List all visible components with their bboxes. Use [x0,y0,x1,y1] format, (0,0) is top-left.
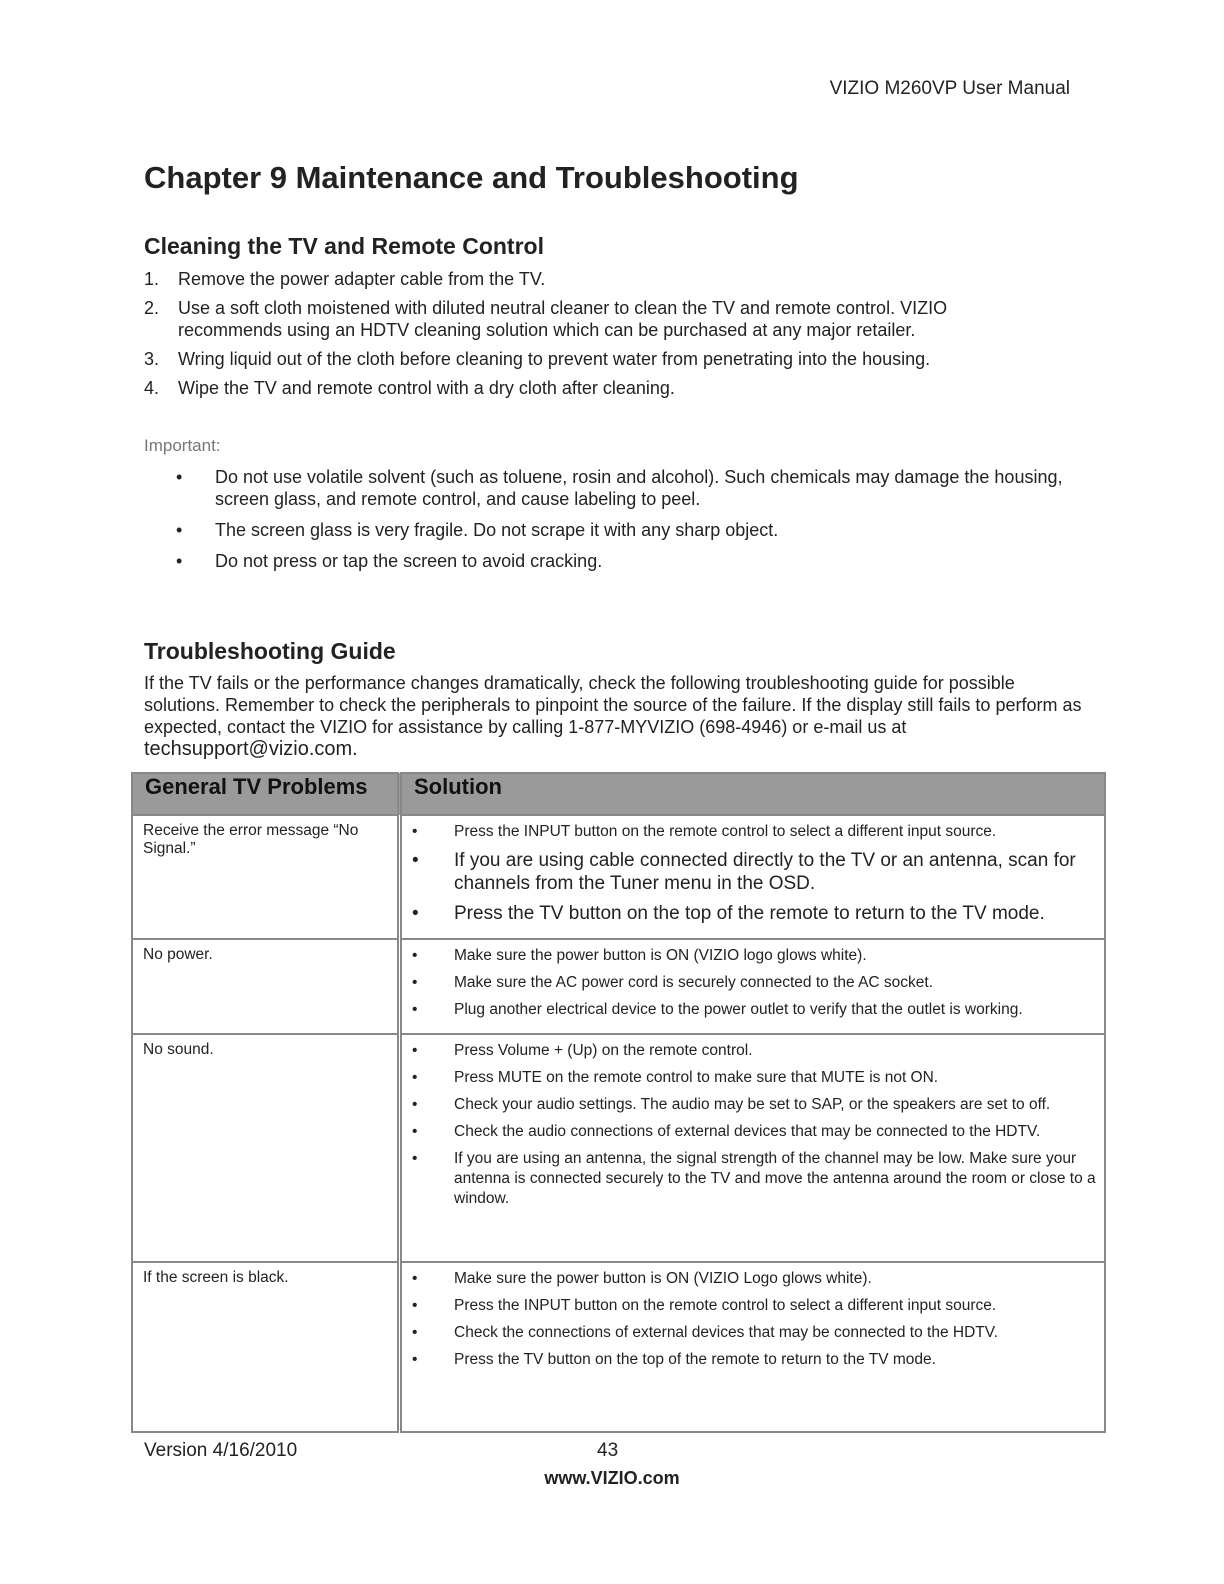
solution-text: Make sure the power button is ON (VIZIO Logo glows white). [454,1270,872,1287]
bullet-icon: • [412,850,419,871]
bullet-icon: • [412,1123,418,1140]
solution-item [410,946,1096,966]
important-text: Do not press or tap the screen to avoid cracking. [215,551,603,571]
problem-cell: Receive the error message “No Signal.” [132,815,400,939]
cleaning-step [144,268,1044,290]
solution-text: Press the INPUT button on the remote control to select a different input source. [454,823,997,840]
solution-cell [400,939,1106,1034]
troubleshooting-intro [144,672,1084,760]
solution-cell [400,1262,1106,1432]
table-row [132,1262,1105,1432]
solution-list [410,946,1096,1020]
step-number: 1. [144,269,160,289]
important-item [176,466,1076,510]
bullet-icon: • [412,1096,418,1113]
cleaning-step [144,377,1044,399]
solution-item [410,1269,1096,1289]
step-number: 3. [144,349,160,369]
solution-header: Solution [400,773,1106,815]
important-label: Important: [144,436,221,455]
bullet-icon: • [412,947,418,964]
solution-text: Make sure the power button is ON (VIZIO logo glows white). [454,947,867,964]
solution-item [410,973,1096,993]
solution-item [410,1149,1096,1209]
solution-text: Make sure the AC power cord is securely connected to the AC socket. [454,974,934,991]
bullet-icon: • [412,903,419,924]
solution-item [410,1122,1096,1142]
important-list [176,466,1076,581]
bullet-icon: • [412,1270,418,1287]
running-header: VIZIO M260VP User Manual [829,78,1070,99]
bullet-icon: • [412,1324,418,1341]
problem-cell: If the screen is black. [132,1262,400,1432]
solution-text: Plug another electrical device to the power outlet to verify that the outlet is working. [454,1001,1023,1018]
solution-item [410,1296,1096,1316]
bullet-icon: • [176,520,183,540]
important-item [176,519,1076,541]
step-number: 2. [144,298,160,318]
solution-list [410,1041,1096,1209]
table-row [132,815,1105,939]
solution-item [410,1095,1096,1115]
website-link[interactable]: www.VIZIO.com [544,1468,680,1488]
solution-text: Check your audio settings. The audio may be set to SAP, or the speakers are set to off. [454,1096,1051,1113]
solution-list [410,1269,1096,1370]
solution-item [410,1350,1096,1370]
solution-text: Press Volume + (Up) on the remote control. [454,1042,753,1059]
troubleshooting-table [131,772,1106,1433]
solution-item [410,1000,1096,1020]
troubleshooting-heading: Troubleshooting Guide [144,638,396,664]
table-row [132,939,1105,1034]
bullet-icon: • [176,551,183,571]
solution-text: Press the TV button on the top of the remote to return to the TV mode. [454,903,1045,924]
solution-item [410,1323,1096,1343]
support-email-link[interactable]: techsupport@vizio.com. [144,738,358,760]
step-text: Wipe the TV and remote control with a dry cloth after cleaning. [178,378,675,398]
problem-cell: No sound. [132,1034,400,1262]
bullet-icon: • [176,467,183,487]
bullet-icon: • [412,1351,418,1368]
cleaning-heading: Cleaning the TV and Remote Control [144,233,544,259]
problems-header: General TV Problems [132,773,400,815]
table-row [132,1034,1105,1262]
solution-cell [400,815,1106,939]
cleaning-step [144,297,1044,341]
solution-item [410,1041,1096,1061]
bullet-icon: • [412,974,418,991]
solution-text: If you are using cable connected directly to the TV or an antenna, scan for channels from the Tuner menu in the OSD. [454,850,1076,894]
solution-cell [400,1034,1106,1262]
bullet-icon: • [412,1042,418,1059]
problem-cell: No power. [132,939,400,1034]
solution-text: Check the connections of external devices that may be connected to the HDTV. [454,1324,998,1341]
solution-list [410,822,1096,925]
solution-text: Press the TV button on the top of the remote to return to the TV mode. [454,1351,936,1368]
solution-item [410,902,1096,925]
solution-text: Press MUTE on the remote control to make sure that MUTE is not ON. [454,1069,939,1086]
page-number: 43 [597,1440,619,1461]
intro-text: If the TV fails or the performance changes dramatically, check the following troubleshooting guide for possible solutions. Remember to check the peripherals to pinpoint the source of the failure. If the display still fails to perform as expected, contact the VIZIO for assistance by calling 1-877-MYVIZIO (698-4946) or e-mail us at [144,673,1082,737]
solution-text: Press the INPUT button on the remote control to select a different input source. [454,1297,997,1314]
important-text: Do not use volatile solvent (such as toluene, rosin and alcohol). Such chemicals may damage the housing, screen glass, and remote control, and cause labeling to peel. [215,467,1063,509]
bullet-icon: • [412,1297,418,1314]
step-text: Wring liquid out of the cloth before cleaning to prevent water from penetrating into the housing. [178,349,931,369]
chapter-title: Chapter 9 Maintenance and Troubleshooting [144,160,799,195]
bullet-icon: • [412,1069,418,1086]
cleaning-steps [144,268,1044,406]
solution-item [410,822,1096,842]
step-number: 4. [144,378,160,398]
cleaning-step [144,348,1044,370]
important-item [176,550,1076,572]
solution-item [410,849,1096,895]
bullet-icon: • [412,1001,418,1018]
solution-text: Check the audio connections of external devices that may be connected to the HDTV. [454,1123,1041,1140]
bullet-icon: • [412,823,418,840]
step-text: Remove the power adapter cable from the TV. [178,269,546,289]
version-text: Version 4/16/2010 [144,1440,298,1461]
bullet-icon: • [412,1150,418,1167]
solution-item [410,1068,1096,1088]
important-text: The screen glass is very fragile. Do not scrape it with any sharp object. [215,520,779,540]
solution-text: If you are using an antenna, the signal strength of the channel may be low. Make sure your antenna is connected securely to the TV and move the antenna around the room or close to a window. [454,1150,1096,1207]
step-text: Use a soft cloth moistened with diluted neutral cleaner to clean the TV and remote control. VIZIO recommends using an HDTV cleaning solution which can be purchased at any major retailer. [178,298,948,340]
